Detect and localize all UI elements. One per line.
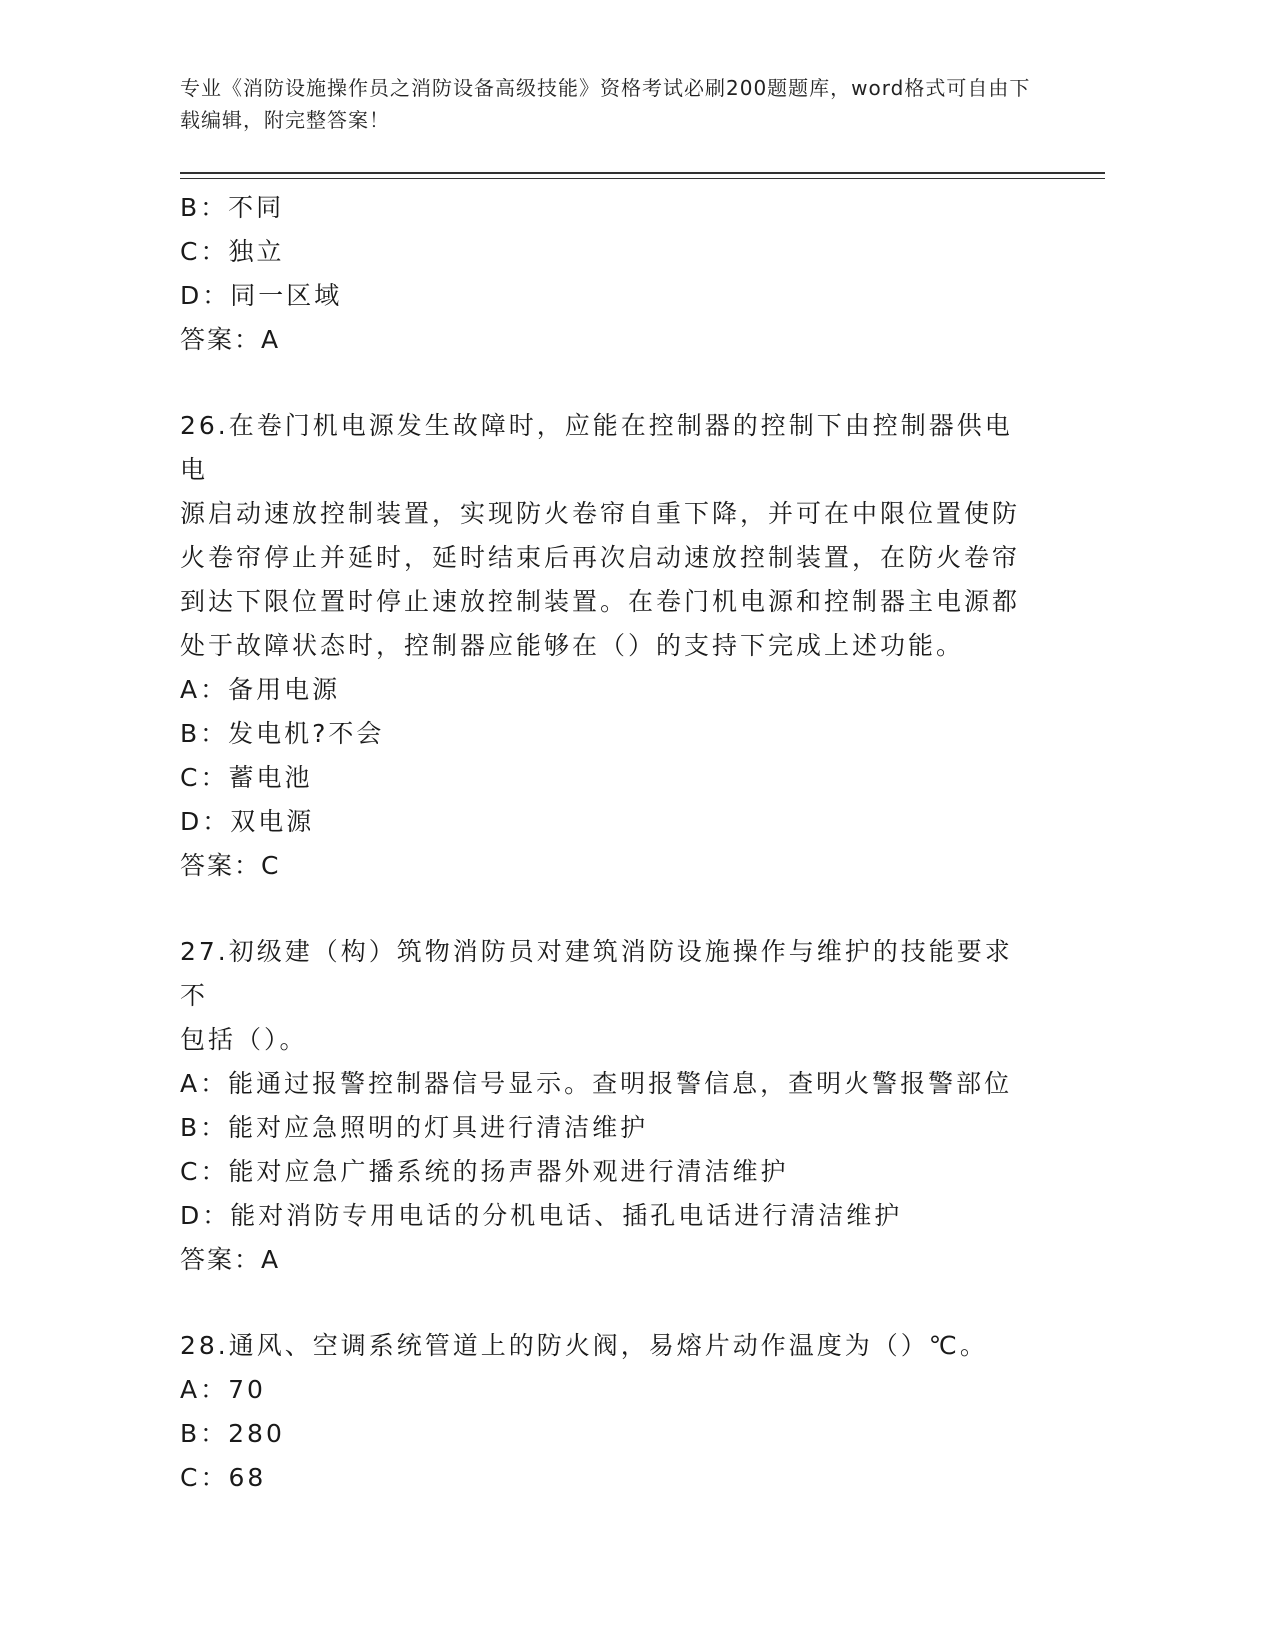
option-d: D：同一区域 <box>180 281 343 310</box>
question-28 <box>180 1324 1040 1500</box>
question-stem: 火卷帘停止并延时，延时结束后再次启动速放控制装置，在防火卷帘 <box>180 543 1021 572</box>
question-stem: 28.通风、空调系统管道上的防火阀，易熔片动作温度为（）℃。 <box>180 1331 988 1360</box>
option-d: D：能对消防专用电话的分机电话、插孔电话进行清洁维护 <box>180 1201 903 1230</box>
option-d: D：双电源 <box>180 807 315 836</box>
question-stem: 处于故障状态时，控制器应能够在（）的支持下完成上述功能。 <box>180 631 965 660</box>
document-header: 专业《消防设施操作员之消防设备高级技能》资格考试必刷200题题库，word格式可自由下载编辑，附完整答案！ <box>180 76 1031 132</box>
option-b: B：280 <box>180 1419 285 1448</box>
option-b: B：能对应急照明的灯具进行清洁维护 <box>180 1113 649 1142</box>
question-stem: 源启动速放控制装置，实现防火卷帘自重下降，并可在中限位置使防 <box>180 499 1021 528</box>
question-26 <box>180 404 1040 888</box>
document-body <box>180 186 1040 1500</box>
option-a: A：70 <box>180 1375 266 1404</box>
answer: 答案：C <box>180 851 281 880</box>
header-rule-thick <box>180 172 1105 174</box>
option-b: B：发电机?不会 <box>180 719 385 748</box>
answer: 答案：A <box>180 1245 281 1274</box>
option-c: C：68 <box>180 1463 267 1492</box>
question-25 <box>180 186 1040 362</box>
question-stem: 26.在卷门机电源发生故障时，应能在控制器的控制下由控制器供电电 <box>180 411 1013 484</box>
option-c: C：独立 <box>180 237 285 266</box>
question-27 <box>180 930 1040 1282</box>
question-stem: 27.初级建（构）筑物消防员对建筑消防设施操作与维护的技能要求不 <box>180 937 1013 1010</box>
option-b: B：不同 <box>180 193 285 222</box>
option-a: A：能通过报警控制器信号显示。查明报警信息，查明火警报警部位 <box>180 1069 1013 1098</box>
option-c: C：能对应急广播系统的扬声器外观进行清洁维护 <box>180 1157 789 1186</box>
option-a: A：备用电源 <box>180 675 341 704</box>
header-rule-thin <box>180 178 1105 179</box>
answer: 答案：A <box>180 325 281 354</box>
option-c: C：蓄电池 <box>180 763 313 792</box>
question-stem: 包括（）。 <box>180 1025 308 1054</box>
question-stem: 到达下限位置时停止速放控制装置。在卷门机电源和控制器主电源都 <box>180 587 1021 616</box>
